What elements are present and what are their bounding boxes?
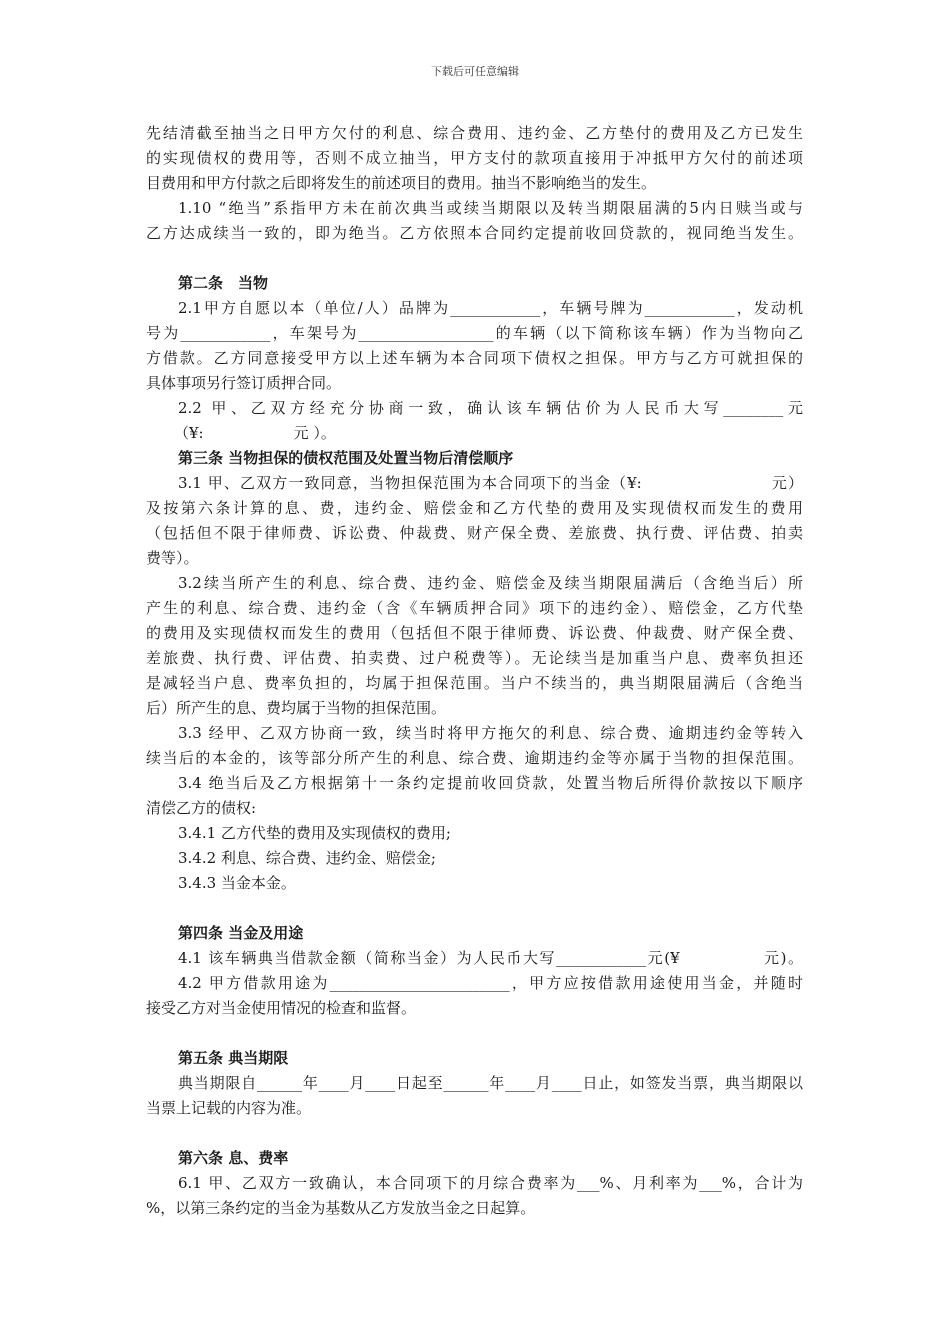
paragraph-spacer [146, 246, 803, 271]
clause-3-2-line-3: 的费用及实现债权而发生的费用（包括但不限于律师费、诉讼费、仲裁费、财产保全费、 [146, 624, 803, 642]
clause-3-4-1: 3.4.1 乙方代垫的费用及实现债权的费用; [178, 824, 451, 842]
clause-3-2-line-4: 差旅费、执行费、评估费、拍卖费、过户税费等）。无论续当是加重当户息、费率负担还 [146, 649, 803, 667]
clause-3-2-line-1: 3.2续当所产生的利息、综合费、违约金、赔偿金及续当期限届满后（含绝当后）所 [178, 574, 803, 592]
clause-3-4-3: 3.4.3 当金本金。 [178, 874, 296, 892]
header-note: 下载后可任意编辑 [431, 65, 519, 78]
clause-3-2-line-2: 产生的利息、综合费、违约金（含《车辆质押合同》项下的违约金）、赔偿金，乙方代垫 [146, 599, 803, 617]
article-5-line-1: 典当期限自______年____月____日起至______年____月____日止，如签发当票，典当期限以 [178, 1074, 803, 1092]
clause-4-1-line-1: 4.1 该车辆典当借款金额（简称当金）为人民币大写____________元(¥ 元)。 [178, 949, 803, 967]
clause-2-2-line-2: （¥: 元 ）。 [174, 424, 336, 442]
clause-2-1-line-3: 方借款。乙方同意接受甲方以上述车辆为本合同项下债权之担保。甲方与乙方可就担保的 [146, 349, 803, 367]
clause-3-1-line-2: 及按第六条计算的息、费，违约金、赔偿金和乙方代垫的费用及实现债权而发生的费用 [146, 499, 803, 517]
clause-3-1-line-4: 费等）。 [146, 549, 199, 567]
clause-1-10-line-1: 1.10 “绝当”系指甲方未在前次典当或续当期限以及转当期限届满的5内日赎当或与 [178, 199, 803, 217]
paragraph-spacer [146, 1121, 803, 1146]
article-6-heading: 第六条 息、费率 [178, 1149, 289, 1167]
paragraph-spacer [146, 1021, 803, 1046]
clause-3-4-line-2: 清偿乙方的债权: [146, 799, 257, 817]
clause-3-1-line-3: （包括但不限于律师费、诉讼费、仲裁费、财产保全费、差旅费、执行费、评估费、拍卖 [146, 524, 803, 542]
clause-3-3-line-2: 续当后的本金的，该等部分所产生的利息、综合费、逾期违约金等亦属于当物的担保范围。 [146, 749, 803, 767]
article-5-line-2: 当票上记载的内容为准。 [146, 1099, 312, 1117]
document-body [146, 121, 803, 1221]
clause-3-2-line-5: 是减轻当户息、费率负担的，均属于担保范围。当户不续当的，典当期限届满后（含绝当 [146, 674, 803, 692]
clause-6-1-line-1: 6.1 甲、乙双方一致确认，本合同项下的月综合费率为___%、月利率为___%，合计为 [178, 1174, 803, 1192]
clause-2-2-line-1: 2.2 甲、乙双方经充分协商一致，确认该车辆估价为人民币大写________元 [178, 399, 803, 417]
clause-3-4-2: 3.4.2 利息、综合费、违约金、赔偿金; [178, 849, 436, 867]
clause-3-1-line-1: 3.1 甲、乙双方一致同意，当物担保范围为本合同项下的当金（¥: 元） [178, 474, 803, 492]
intro-paragraph-line-1: 先结清截至抽当之日甲方欠付的利息、综合费用、违约金、乙方垫付的费用及乙方已发生 [146, 124, 803, 142]
clause-1-10-line-2: 乙方达成续当一致的，即为绝当。乙方依照本合同约定提前收回贷款的，视同绝当发生。 [146, 224, 803, 242]
clause-3-4-line-1: 3.4 绝当后及乙方根据第十一条约定提前收回贷款，处置当物后所得价款按以下顺序 [178, 774, 803, 792]
clause-4-2-line-2: 接受乙方对当金使用情况的检查和监督。 [146, 999, 417, 1017]
article-5-heading: 第五条 典当期限 [178, 1049, 289, 1067]
clause-2-1-line-2: 号为____________，车架号为__________________的车辆（以下简称该车辆）作为当物向乙 [146, 324, 803, 342]
clause-2-1-line-1: 2.1甲方自愿以本（单位/人）品牌为____________，车辆号牌为____________，发动机 [178, 299, 803, 317]
article-4-heading: 第四条 当金及用途 [178, 924, 304, 942]
clause-2-1-line-4: 具体事项另行签订质押合同。 [146, 374, 342, 392]
article-2-heading: 第二条 当物 [178, 274, 269, 292]
clause-3-2-line-6: 后）所产生的息、费均属于当物的担保范围。 [146, 699, 447, 717]
clause-6-1-line-2: %，以第三条约定的当金为基数从乙方发放当金之日起算。 [146, 1199, 536, 1217]
intro-paragraph-line-2: 的实现债权的费用等，否则不成立抽当，甲方支付的款项直接用于冲抵甲方欠付的前述项 [146, 149, 803, 167]
article-3-heading: 第三条 当物担保的债权范围及处置当物后清偿顺序 [178, 449, 514, 467]
clause-3-3-line-1: 3.3 经甲、乙双方协商一致，续当时将甲方拖欠的利息、综合费、逾期违约金等转入 [178, 724, 803, 742]
paragraph-spacer [146, 896, 803, 921]
intro-paragraph-line-3: 目费用和甲方付款之后即将发生的前述项目的费用。抽当不影响绝当的发生。 [146, 174, 657, 192]
clause-4-2-line-1: 4.2 甲方借款用途为________________________，甲方应按借款用途使用当金，并随时 [178, 974, 803, 992]
